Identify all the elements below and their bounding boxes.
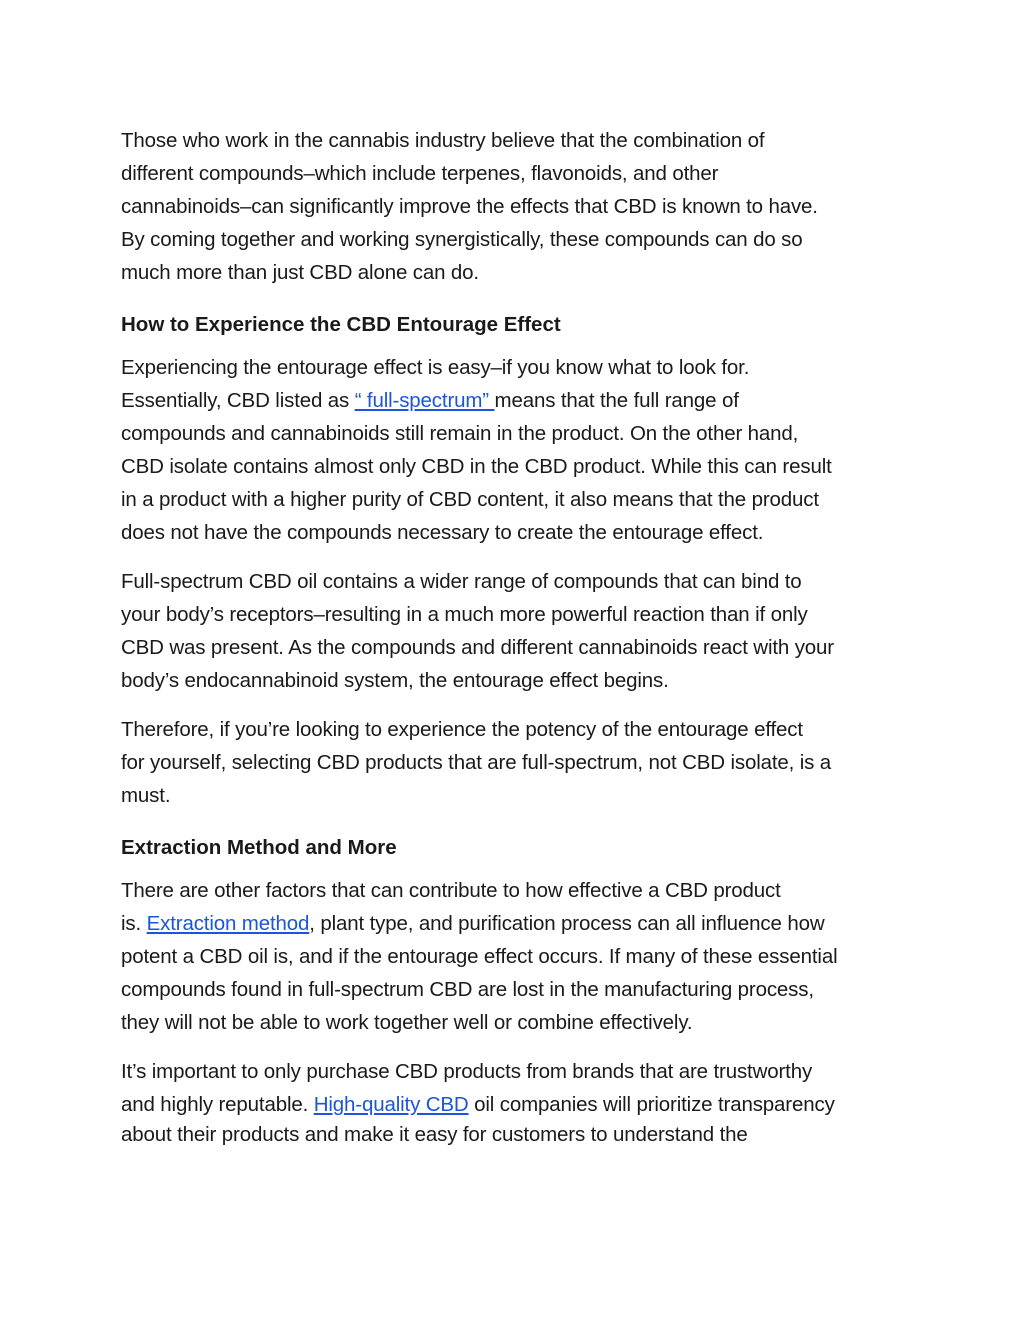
- paragraph-intro: [121, 124, 901, 289]
- paragraph-line: Those who work in the cannabis industry believe that the combination of: [121, 129, 765, 152]
- paragraph-line: It’s important to only purchase CBD products from brands that are trustworthy: [121, 1060, 813, 1083]
- paragraph-line: potent a CBD oil is, and if the entourage effect occurs. If many of these essential: [121, 945, 838, 968]
- section-heading-extraction: Extraction Method and More: [121, 836, 397, 859]
- line-text: is.: [121, 912, 147, 935]
- paragraph-line: Therefore, if you’re looking to experience the potency of the entourage effect: [121, 718, 803, 741]
- section-heading-entourage: How to Experience the CBD Entourage Effect: [121, 313, 561, 336]
- line-text: oil companies will prioritize transparency: [468, 1093, 835, 1116]
- paragraph-line: CBD was present. As the compounds and different cannabinoids react with your: [121, 636, 834, 659]
- paragraph-line: in a product with a higher purity of CBD content, it also means that the product: [121, 488, 819, 511]
- line-text: Essentially, CBD listed as: [121, 389, 355, 412]
- paragraph-line: body’s endocannabinoid system, the entourage effect begins.: [121, 669, 669, 692]
- paragraph-experiencing: [121, 351, 901, 549]
- paragraph-line: they will not be able to work together well or combine effectively.: [121, 1011, 693, 1034]
- line-text: , plant type, and purification process can all influence how: [309, 912, 825, 935]
- paragraph-line: different compounds–which include terpenes, flavonoids, and other: [121, 162, 719, 185]
- document-page: [121, 124, 901, 1148]
- paragraph-line: your body’s receptors–resulting in a much more powerful reaction than if only: [121, 603, 808, 626]
- paragraph-line: There are other factors that can contribute to how effective a CBD product: [121, 879, 781, 902]
- paragraph-line: much more than just CBD alone can do.: [121, 261, 479, 284]
- paragraph-line: Experiencing the entourage effect is easy–if you know what to look for.: [121, 356, 750, 379]
- extraction-method-link[interactable]: Extraction method: [146, 912, 310, 935]
- paragraph-line: [121, 384, 901, 417]
- paragraph-line: about their products and make it easy for customers to understand the: [121, 1123, 748, 1146]
- full-spectrum-link[interactable]: “ full-spectrum”: [354, 389, 495, 412]
- paragraph-full-spectrum: [121, 565, 901, 697]
- paragraph-line: for yourself, selecting CBD products that are full-spectrum, not CBD isolate, is a: [121, 751, 832, 774]
- paragraph-line: cannabinoids–can significantly improve the effects that CBD is known to have.: [121, 195, 818, 218]
- paragraph-line: [121, 907, 901, 940]
- paragraph-important: [121, 1055, 901, 1148]
- high-quality-cbd-link[interactable]: High-quality CBD: [313, 1093, 469, 1116]
- line-text: means that the full range of: [494, 389, 739, 412]
- paragraph-line: [121, 1088, 901, 1121]
- paragraph-line: does not have the compounds necessary to create the entourage effect.: [121, 521, 764, 544]
- paragraph-line: By coming together and working synergistically, these compounds can do so: [121, 228, 803, 251]
- paragraph-line: compounds found in full-spectrum CBD are lost in the manufacturing process,: [121, 978, 814, 1001]
- paragraph-line: CBD isolate contains almost only CBD in the CBD product. While this can result: [121, 455, 832, 478]
- paragraph-line: must.: [121, 784, 171, 807]
- paragraph-line: compounds and cannabinoids still remain in the product. On the other hand,: [121, 422, 799, 445]
- paragraph-therefore: [121, 713, 901, 812]
- paragraph-other-factors: [121, 874, 901, 1039]
- line-text: and highly reputable.: [121, 1093, 314, 1116]
- paragraph-line: Full-spectrum CBD oil contains a wider range of compounds that can bind to: [121, 570, 802, 593]
